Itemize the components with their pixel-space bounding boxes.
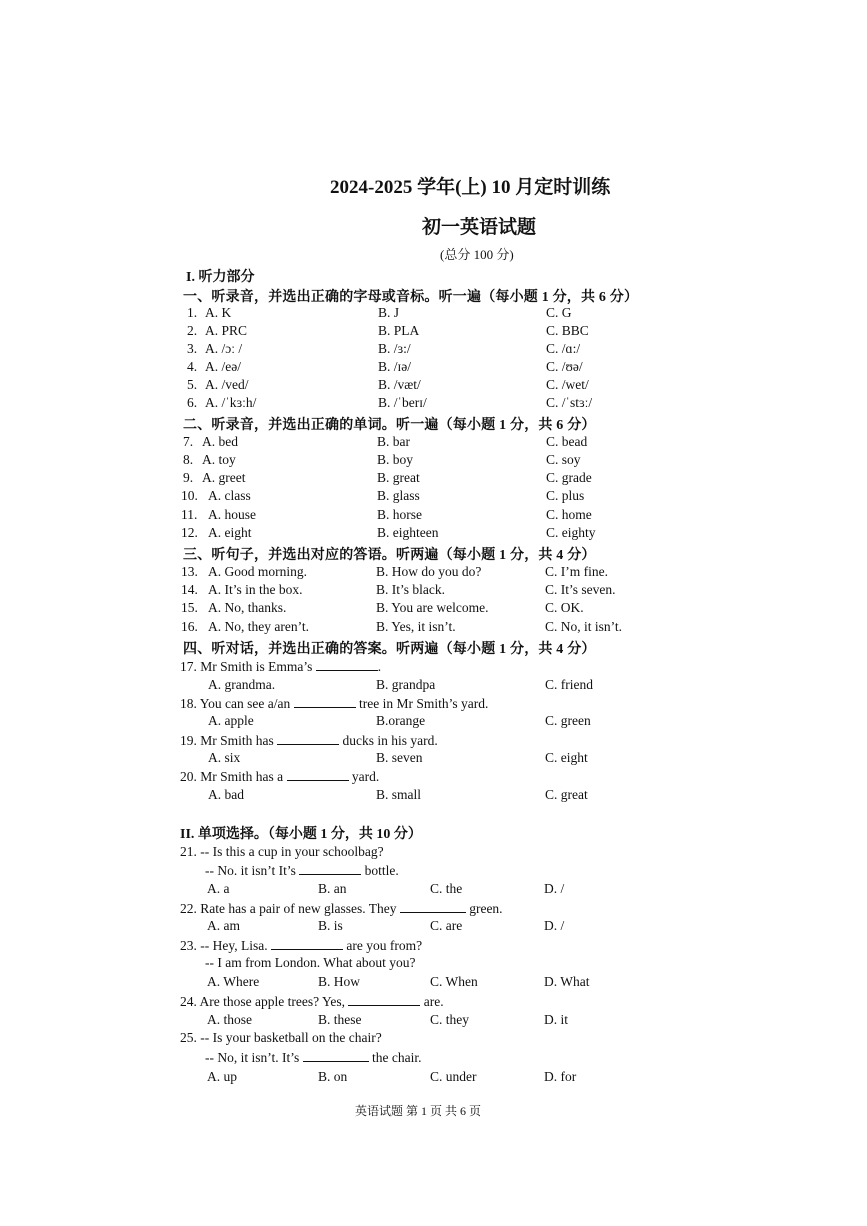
question-number: 24. [180, 994, 197, 1009]
part-1-heading: I. 听力部分 [186, 270, 255, 285]
option-b: B. /ɪə/ [378, 359, 411, 374]
question-number: 19. [180, 733, 197, 748]
option-b: B. horse [377, 507, 422, 522]
stem-after-blank: bottle. [364, 863, 399, 878]
question-number: 4. [187, 359, 198, 374]
option-c: C. G [546, 305, 572, 320]
option-d: D. / [544, 881, 565, 896]
option-b: B. great [377, 470, 420, 485]
option-a: A. am [207, 918, 240, 933]
option-a: A. /ˈkɜːh/ [205, 395, 257, 410]
question-stem [180, 900, 503, 917]
option-b: B. boy [377, 452, 414, 467]
option-c: C. grade [546, 470, 592, 485]
stem-after-blank: are you from? [346, 938, 423, 953]
question-number: 9. [183, 470, 194, 485]
option-b: B. seven [376, 750, 423, 765]
option-c: C. green [545, 713, 591, 728]
stem-before-blank: Mr Smith is Emma’s [200, 659, 313, 674]
stem-before-blank: Mr Smith has [200, 733, 274, 748]
section-3-heading: 三、听句子，并选出对应的答语。听两遍（每小题 1 分，共 4 分） [183, 548, 596, 563]
question-stem-line-1 [180, 1030, 382, 1046]
option-b: B. is [318, 918, 343, 933]
option-c: C. /ɑ:/ [546, 341, 581, 356]
question-number: 1. [187, 305, 198, 320]
stem-after-blank: . [377, 659, 382, 674]
option-c: C. I’m fine. [545, 564, 608, 579]
question-number: 21. [180, 844, 197, 859]
option-c: C. eight [545, 750, 588, 765]
option-c: C. great [545, 787, 588, 802]
option-a: A. No, they aren’t. [208, 619, 309, 634]
option-b: B. Yes, it isn’t. [376, 619, 456, 634]
option-b: B. glass [377, 488, 420, 503]
question-number: 7. [183, 434, 194, 449]
question-stem-line-1 [180, 937, 422, 954]
option-b: B. It’s black. [376, 582, 445, 597]
option-b: B. eighteen [377, 525, 439, 540]
stem-after-blank: yard. [351, 769, 380, 784]
question-number: 15. [181, 600, 198, 615]
option-a: A. Where [207, 974, 260, 989]
option-c: C. plus [546, 488, 585, 503]
option-d: D. for [544, 1069, 577, 1084]
option-b: B. bar [377, 434, 410, 449]
option-b: B. grandpa [376, 677, 436, 692]
option-a: A. class [208, 488, 251, 503]
exam-subtitle: 初一英语试题 [422, 217, 537, 238]
question-number: 11. [181, 507, 198, 522]
option-c: C. are [430, 918, 463, 933]
option-c: C. under [430, 1069, 477, 1084]
option-c: C. It’s seven. [545, 582, 616, 597]
option-d: D. / [544, 918, 565, 933]
answer-blank [303, 1049, 369, 1062]
answer-blank [348, 993, 420, 1006]
option-c: C. bead [546, 434, 588, 449]
question-stem [180, 732, 438, 749]
stem-after-blank: the chair. [372, 1050, 422, 1065]
question-number: 3. [187, 341, 198, 356]
section-1-heading: 一、听录音，并选出正确的字母或音标。听一遍（每小题 1 分，共 6 分） [183, 290, 639, 305]
option-a: A. up [207, 1069, 237, 1084]
question-number: 20. [180, 769, 197, 784]
option-a: A. apple [208, 713, 254, 728]
option-a: A. K [205, 305, 232, 320]
option-c: C. No, it isn’t. [545, 619, 623, 634]
option-b: B. PLA [378, 323, 420, 338]
question-number: 5. [187, 377, 198, 392]
option-a: A. bad [208, 787, 244, 802]
stem-before-blank: Rate has a pair of new glasses. They [200, 901, 397, 916]
option-c: C. /wet/ [546, 377, 589, 392]
dialogue-line: -- Is this a cup in your schoolbag? [200, 844, 384, 859]
answer-blank [287, 768, 349, 781]
stem-before-blank: -- Hey, Lisa. [200, 938, 268, 953]
option-b: B. You are welcome. [376, 600, 489, 615]
total-score: (总分 100 分) [440, 247, 514, 262]
option-a: A. house [208, 507, 256, 522]
option-b: B. these [318, 1012, 362, 1027]
question-number: 16. [181, 619, 198, 634]
part-2-heading: II. 单项选择。（每小题 1 分，共 10 分） [180, 827, 422, 842]
option-a: A. greet [202, 470, 246, 485]
option-b: B. an [318, 881, 347, 896]
option-b: B. J [378, 305, 400, 320]
question-number: 13. [181, 564, 198, 579]
stem-after-blank: tree in Mr Smith’s yard. [358, 696, 489, 711]
stem-before-blank: -- No. it isn’t It’s [205, 863, 296, 878]
option-a: A. Good morning. [208, 564, 307, 579]
option-c: C. eighty [546, 525, 596, 540]
option-c: C. friend [545, 677, 593, 692]
question-number: 6. [187, 395, 198, 410]
option-a: A. a [207, 881, 230, 896]
stem-after-blank: green. [469, 901, 503, 916]
question-number: 14. [181, 582, 198, 597]
answer-blank [271, 937, 343, 950]
option-a: A. PRC [205, 323, 248, 338]
section-2-heading: 二、听录音，并选出正确的单词。听一遍（每小题 1 分，共 6 分） [183, 418, 596, 433]
stem-before-blank: You can see a/an [199, 696, 291, 711]
question-number: 8. [183, 452, 194, 467]
question-number: 22. [180, 901, 197, 916]
option-a: A. toy [202, 452, 236, 467]
option-b: B. /ˈberɪ/ [378, 395, 427, 410]
section-4-heading: 四、听对话，并选出正确的答案。听两遍（每小题 1 分，共 4 分） [183, 642, 596, 657]
question-stem [180, 768, 379, 785]
option-a: A. bed [202, 434, 238, 449]
question-stem [180, 993, 444, 1010]
question-number: 18. [180, 696, 197, 711]
exam-title: 2024-2025 学年(上) 10 月定时训练 [330, 177, 611, 198]
option-b: B. How do you do? [376, 564, 482, 579]
answer-blank [299, 862, 361, 875]
answer-blank [277, 732, 339, 745]
stem-before-blank: -- No, it isn’t. It’s [205, 1050, 300, 1065]
option-c: C. they [430, 1012, 469, 1027]
answer-blank [294, 695, 356, 708]
option-a: A. /eə/ [205, 359, 241, 374]
option-d: D. it [544, 1012, 569, 1027]
question-stem [180, 695, 488, 712]
option-a: A. grandma. [208, 677, 276, 692]
stem-before-blank: Are those apple trees? Yes, [199, 994, 345, 1009]
question-number: 12. [181, 525, 198, 540]
option-c: C. /ʊə/ [546, 359, 583, 374]
option-b: B. small [376, 787, 422, 802]
page-footer: 英语试题 第 1 页 共 6 页 [355, 1104, 482, 1118]
option-a: A. those [207, 1012, 252, 1027]
option-b: B. /væt/ [378, 377, 421, 392]
option-b: B. /ɜ:/ [378, 341, 411, 356]
option-c: C. When [430, 974, 478, 989]
answer-blank [316, 658, 378, 671]
question-number: 2. [187, 323, 198, 338]
stem-before-blank: Mr Smith has a [200, 769, 284, 784]
option-c: C. OK. [545, 600, 584, 615]
option-c: C. soy [546, 452, 581, 467]
option-a: A. It’s in the box. [208, 582, 303, 597]
option-a: A. No, thanks. [208, 600, 287, 615]
stem-after-blank: are. [423, 994, 444, 1009]
option-b: B.orange [376, 713, 426, 728]
dialogue-line: -- Is your basketball on the chair? [200, 1030, 382, 1045]
question-stem-line-1 [180, 844, 384, 860]
option-c: C. BBC [546, 323, 589, 338]
question-stem-line-2 [205, 1049, 421, 1066]
option-c: C. /ˈstɜː/ [546, 395, 593, 410]
option-c: C. home [546, 507, 592, 522]
option-d: D. What [544, 974, 590, 989]
option-c: C. the [430, 881, 463, 896]
question-number: 10. [181, 488, 198, 503]
question-number: 25. [180, 1030, 197, 1045]
option-a: A. eight [208, 525, 252, 540]
dialogue-line: -- I am from London. What about you? [205, 955, 416, 970]
option-a: A. /ved/ [205, 377, 249, 392]
question-number: 17. [180, 659, 197, 674]
option-b: B. How [318, 974, 361, 989]
answer-blank [400, 900, 466, 913]
question-stem [180, 658, 381, 675]
question-number: 23. [180, 938, 197, 953]
option-b: B. on [318, 1069, 348, 1084]
question-stem-line-2 [205, 862, 399, 879]
option-a: A. six [208, 750, 241, 765]
option-a: A. /ɔː / [205, 341, 243, 356]
stem-after-blank: ducks in his yard. [342, 733, 438, 748]
